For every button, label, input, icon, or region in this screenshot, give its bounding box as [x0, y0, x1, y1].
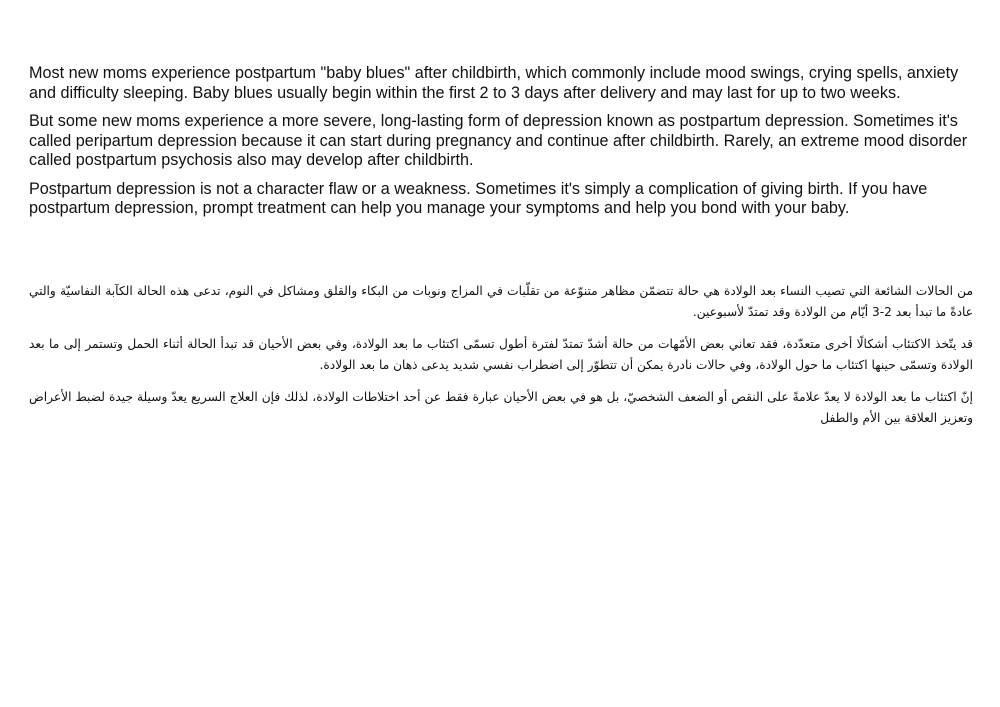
- arabic-paragraph-3: إنّ اكتئاب ما بعد الولادة لا يعدّ علامةً على النقص أو الضعف الشخصيّ، بل هو في بعض الأحيان عبارة فقط عن أحد اختلاطات الولادة، لذلك فإن العلاج السريع يعدّ وسيلة جيدة لضبط الأعراض وتعزيز العلاقة بين الأم والطفل: [29, 390, 973, 425]
- arabic-paragraph-2: قد يتّخذ الاكتئاب أشكالًا أخرى متعدّدة، فقد تعاني بعض الأمّهات من حالة أشدّ تمتدّ لفترة أطول تسمّى اكتئاب ما بعد الولادة، وفي بعض الأحيان قد تبدأ الحالة أثناء الحمل وتستمر إلى ما بعد الولادة وتسمّى حينها اكتئاب ما حول الولادة، وفي حالات نادرة يمكن أن تتطوّر إلى اضطراب نفسي شديد يدعى ذهان ما بعد الولادة.: [29, 337, 973, 372]
- english-paragraph-2: But some new moms experience a more severe, long-lasting form of depression known as postpartum depression. Sometimes it's called peripartum depression because it can start during pregnancy and continue after childbirth. Rarely, an extreme mood disorder called postpartum psychosis also may develop after childbirth.: [29, 112, 968, 169]
- arabic-text-block: [29, 281, 973, 440]
- arabic-paragraph-1: من الحالات الشائعة التي تصيب النساء بعد الولادة هي حالة تتضمّن مظاهر متنوّعة من تقلّبات في المزاج ونوبات من البكاء والقلق ومشاكل في النوم، تدعى هذه الحالة الكآبة النفاسيّة والتي عادةً ما تبدأ بعد 2-3 أيّام من الولادة وقد تمتدّ لأسبوعين.: [29, 284, 973, 319]
- english-paragraph-3: Postpartum depression is not a character flaw or a weakness. Sometimes it's simply a complication of giving birth. If you have postpartum depression, prompt treatment can help you manage your symptoms and help you bond with your baby.: [29, 179, 928, 217]
- english-text-block: [29, 64, 969, 228]
- english-paragraph-1: Most new moms experience postpartum "baby blues" after childbirth, which commonly include mood swings, crying spells, anxiety and difficulty sleeping. Baby blues usually begin within the first 2 to 3 days after delivery and may last for up to two weeks.: [29, 64, 959, 102]
